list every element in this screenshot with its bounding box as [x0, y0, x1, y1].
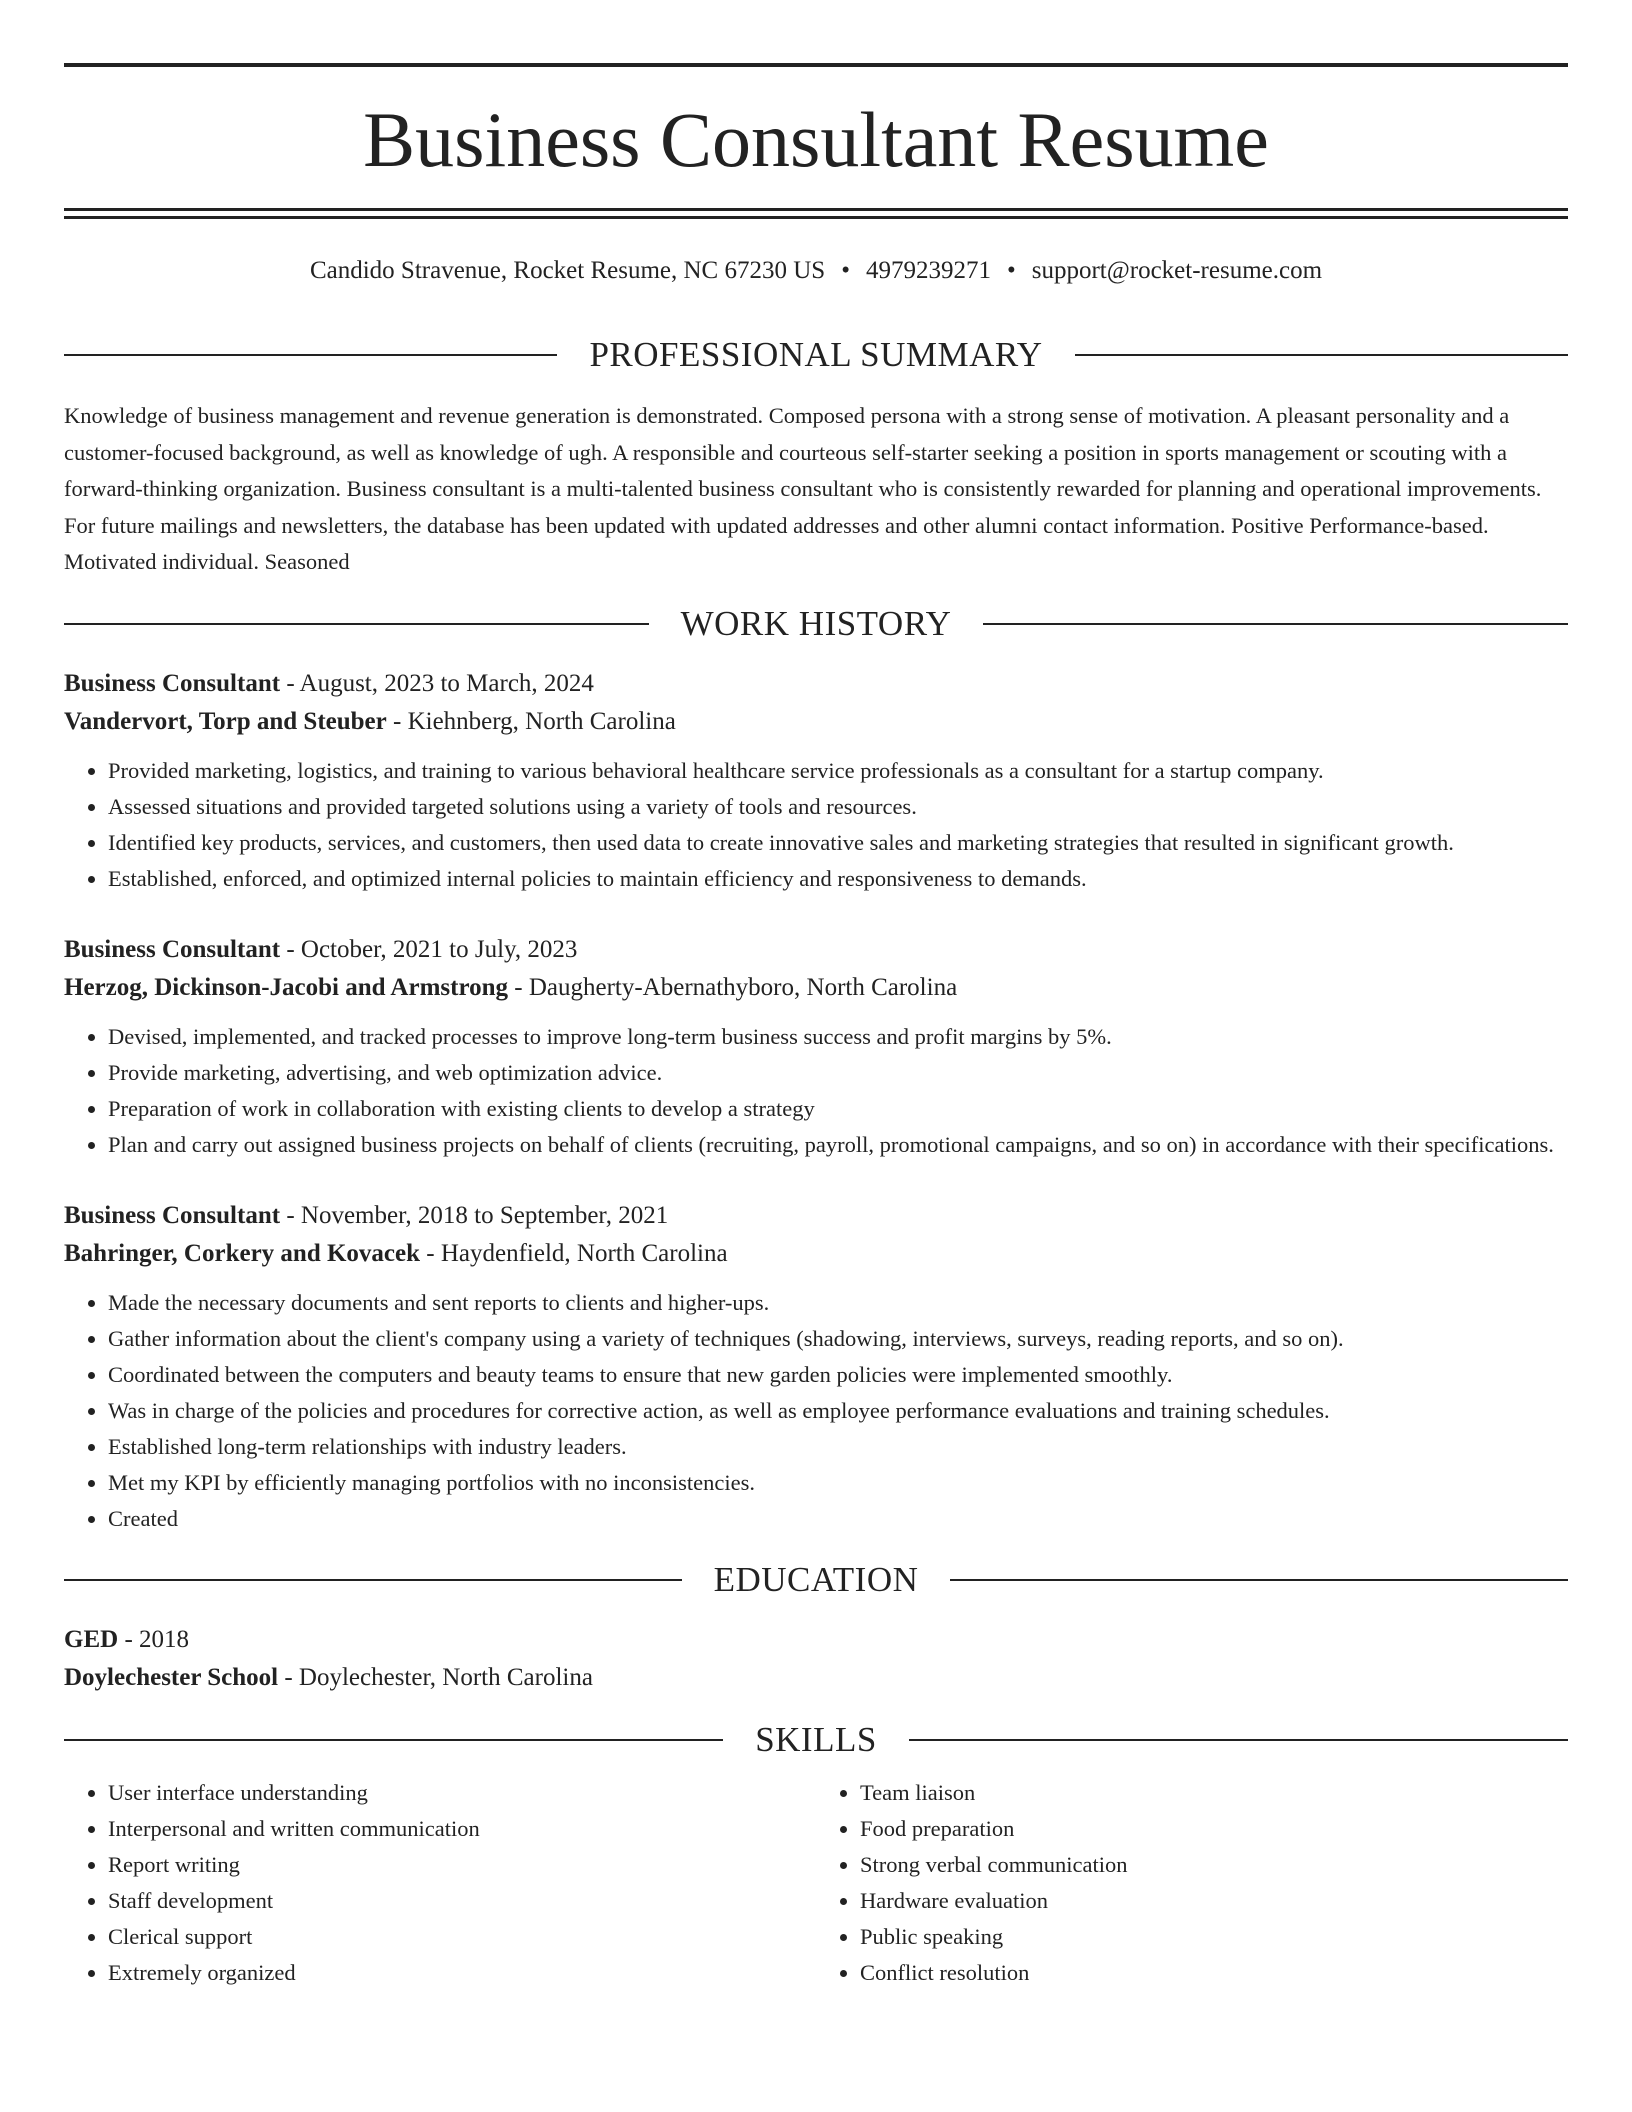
heading-rule-right — [1075, 354, 1568, 356]
education-location: - Doylechester, North Carolina — [278, 1663, 593, 1691]
job-role: Business Consultant — [64, 1201, 281, 1229]
list-item: • Provided marketing, logistics, and training to various behavioral healthcare service professionals as a consultant for a startup company. — [108, 753, 1568, 789]
section-heading-skills — [64, 1715, 1568, 1765]
contact-separator: • — [841, 257, 850, 284]
list-item: • Staff development — [108, 1883, 816, 1919]
list-item: • Preparation of work in collaboration with existing clients to develop a strategy — [108, 1091, 1568, 1127]
heading-rule-left — [64, 1579, 682, 1581]
list-item: • Established long-term relationships with industry leaders. — [108, 1429, 1568, 1465]
contact-phone: 4979239271 — [865, 257, 991, 284]
job-role: Business Consultant — [64, 935, 281, 963]
list-item: • Strong verbal communication — [860, 1847, 1568, 1883]
job-bullets — [64, 1285, 1568, 1537]
list-item: • Met my KPI by efficiently managing portfolios with no inconsistencies. — [108, 1465, 1568, 1501]
list-item: • Made the necessary documents and sent reports to clients and higher-ups. — [108, 1285, 1568, 1321]
heading-rule-left — [64, 1739, 723, 1741]
list-item: • Food preparation — [860, 1811, 1568, 1847]
job-company: Vandervort, Torp and Steuber — [64, 707, 387, 735]
section-title: WORK HISTORY — [680, 603, 952, 643]
job-bullets — [64, 1019, 1568, 1163]
list-item: • Clerical support — [108, 1919, 816, 1955]
contact-email[interactable]: support@rocket-resume.com — [1031, 257, 1323, 284]
job-company-line — [64, 1235, 1568, 1273]
skills-columns — [64, 1775, 1568, 1991]
list-item: • Created — [108, 1501, 1568, 1537]
list-item: • Identified key products, services, and customers, then used data to create innovative sales and marketing strategies that resulted in significant growth. — [108, 825, 1568, 861]
job-company: Bahringer, Corkery and Kovacek — [64, 1239, 421, 1267]
list-item: • Devised, implemented, and tracked processes to improve long-term business success and profit margins by 5%. — [108, 1019, 1568, 1055]
education-entry — [64, 1621, 1568, 1697]
heading-rule-left — [64, 354, 557, 356]
list-item: • Report writing — [108, 1847, 816, 1883]
contact-separator: • — [1006, 257, 1016, 284]
heading-rule-right — [950, 1579, 1568, 1581]
job-company-line — [64, 969, 1568, 1007]
section-heading-education — [64, 1555, 1568, 1605]
section-title: PROFESSIONAL SUMMARY — [589, 335, 1043, 374]
heading-rule-right — [909, 1739, 1568, 1741]
list-item: • Assessed situations and provided targeted solutions using a variety of tools and resources. — [108, 789, 1568, 825]
section-title: EDUCATION — [713, 1559, 919, 1599]
job-dates: - August, 2023 to March, 2024 — [280, 669, 594, 697]
list-item: • Interpersonal and written communication — [108, 1811, 816, 1847]
section-heading-summary — [64, 330, 1568, 380]
list-item: • Plan and carry out assigned business projects on behalf of clients (recruiting, payroll, promotional campaigns, and so on) in accordance with their specifications. — [108, 1127, 1568, 1163]
job-entry — [64, 1197, 1568, 1537]
education-degree: GED — [64, 1625, 119, 1653]
list-item: • Extremely organized — [108, 1955, 816, 1991]
job-location: - Kiehnberg, North Carolina — [386, 707, 676, 735]
job-company: Herzog, Dickinson-Jacobi and Armstrong — [64, 973, 508, 1001]
job-dates: - November, 2018 to September, 2021 — [280, 1201, 669, 1229]
summary-text: Knowledge of business management and revenue generation is demonstrated. Composed persona with a strong sense of motivation. A pleasant personality and a customer-focused background, as well as knowledge of ugh. A responsible and courteous self-starter seeking a position in sports management or scouting with a forward-thinking organization. Business consultant is a multi-talented business consultant who is consistently rewarded for planning and operational improvements. For future mailings and newsletters, the database has been updated with updated addresses and other alumni contact information. Positive Performance-based. Motivated individual. Seasoned — [64, 403, 1542, 574]
list-item: • Was in charge of the policies and procedures for corrective action, as well as employee performance evaluations and training schedules. — [108, 1393, 1568, 1429]
job-company-line — [64, 703, 1568, 741]
contact-address: Candido Stravenue, Rocket Resume, NC 67230 US — [309, 257, 826, 284]
list-item: • Established, enforced, and optimized internal policies to maintain efficiency and responsiveness to demands. — [108, 861, 1568, 897]
top-rule — [64, 63, 1568, 67]
heading-rule-right — [983, 623, 1568, 625]
education-school: Doylechester School — [64, 1663, 279, 1691]
title-rule-lower — [64, 216, 1568, 219]
job-role-line — [64, 665, 1568, 703]
education-school-line — [64, 1659, 1568, 1697]
list-item: • Gather information about the client's company using a variety of techniques (shadowing, interviews, surveys, reading reports, and so on). — [108, 1321, 1568, 1357]
job-location: - Daugherty-Abernathyboro, North Carolina — [508, 973, 958, 1001]
list-item: • User interface understanding — [108, 1775, 816, 1811]
list-item: • Conflict resolution — [860, 1955, 1568, 1991]
heading-rule-left — [64, 623, 649, 625]
job-location: - Haydenfield, North Carolina — [420, 1239, 728, 1267]
resume-content — [64, 330, 1568, 1991]
list-item: • Coordinated between the computers and beauty teams to ensure that new garden policies were implemented smoothly. — [108, 1357, 1568, 1393]
list-item: • Public speaking — [860, 1919, 1568, 1955]
list-item: • Team liaison — [860, 1775, 1568, 1811]
education-degree-line — [64, 1621, 1568, 1659]
job-role-line — [64, 1197, 1568, 1235]
title-rule-upper — [64, 208, 1568, 211]
section-heading-work — [64, 599, 1568, 649]
education-year: - 2018 — [118, 1625, 190, 1653]
job-role: Business Consultant — [64, 669, 281, 697]
contact-line — [64, 254, 1568, 288]
resume-title: Business Consultant Resume — [363, 96, 1269, 183]
list-item: • Provide marketing, advertising, and web optimization advice. — [108, 1055, 1568, 1091]
skills-list-right — [816, 1775, 1568, 1991]
list-item: • Hardware evaluation — [860, 1883, 1568, 1919]
section-title: SKILLS — [755, 1719, 877, 1759]
job-entry — [64, 665, 1568, 897]
job-dates: - October, 2021 to July, 2023 — [280, 935, 578, 963]
skills-list-left — [64, 1775, 816, 1991]
job-bullets — [64, 753, 1568, 897]
job-entry — [64, 931, 1568, 1163]
job-role-line — [64, 931, 1568, 969]
